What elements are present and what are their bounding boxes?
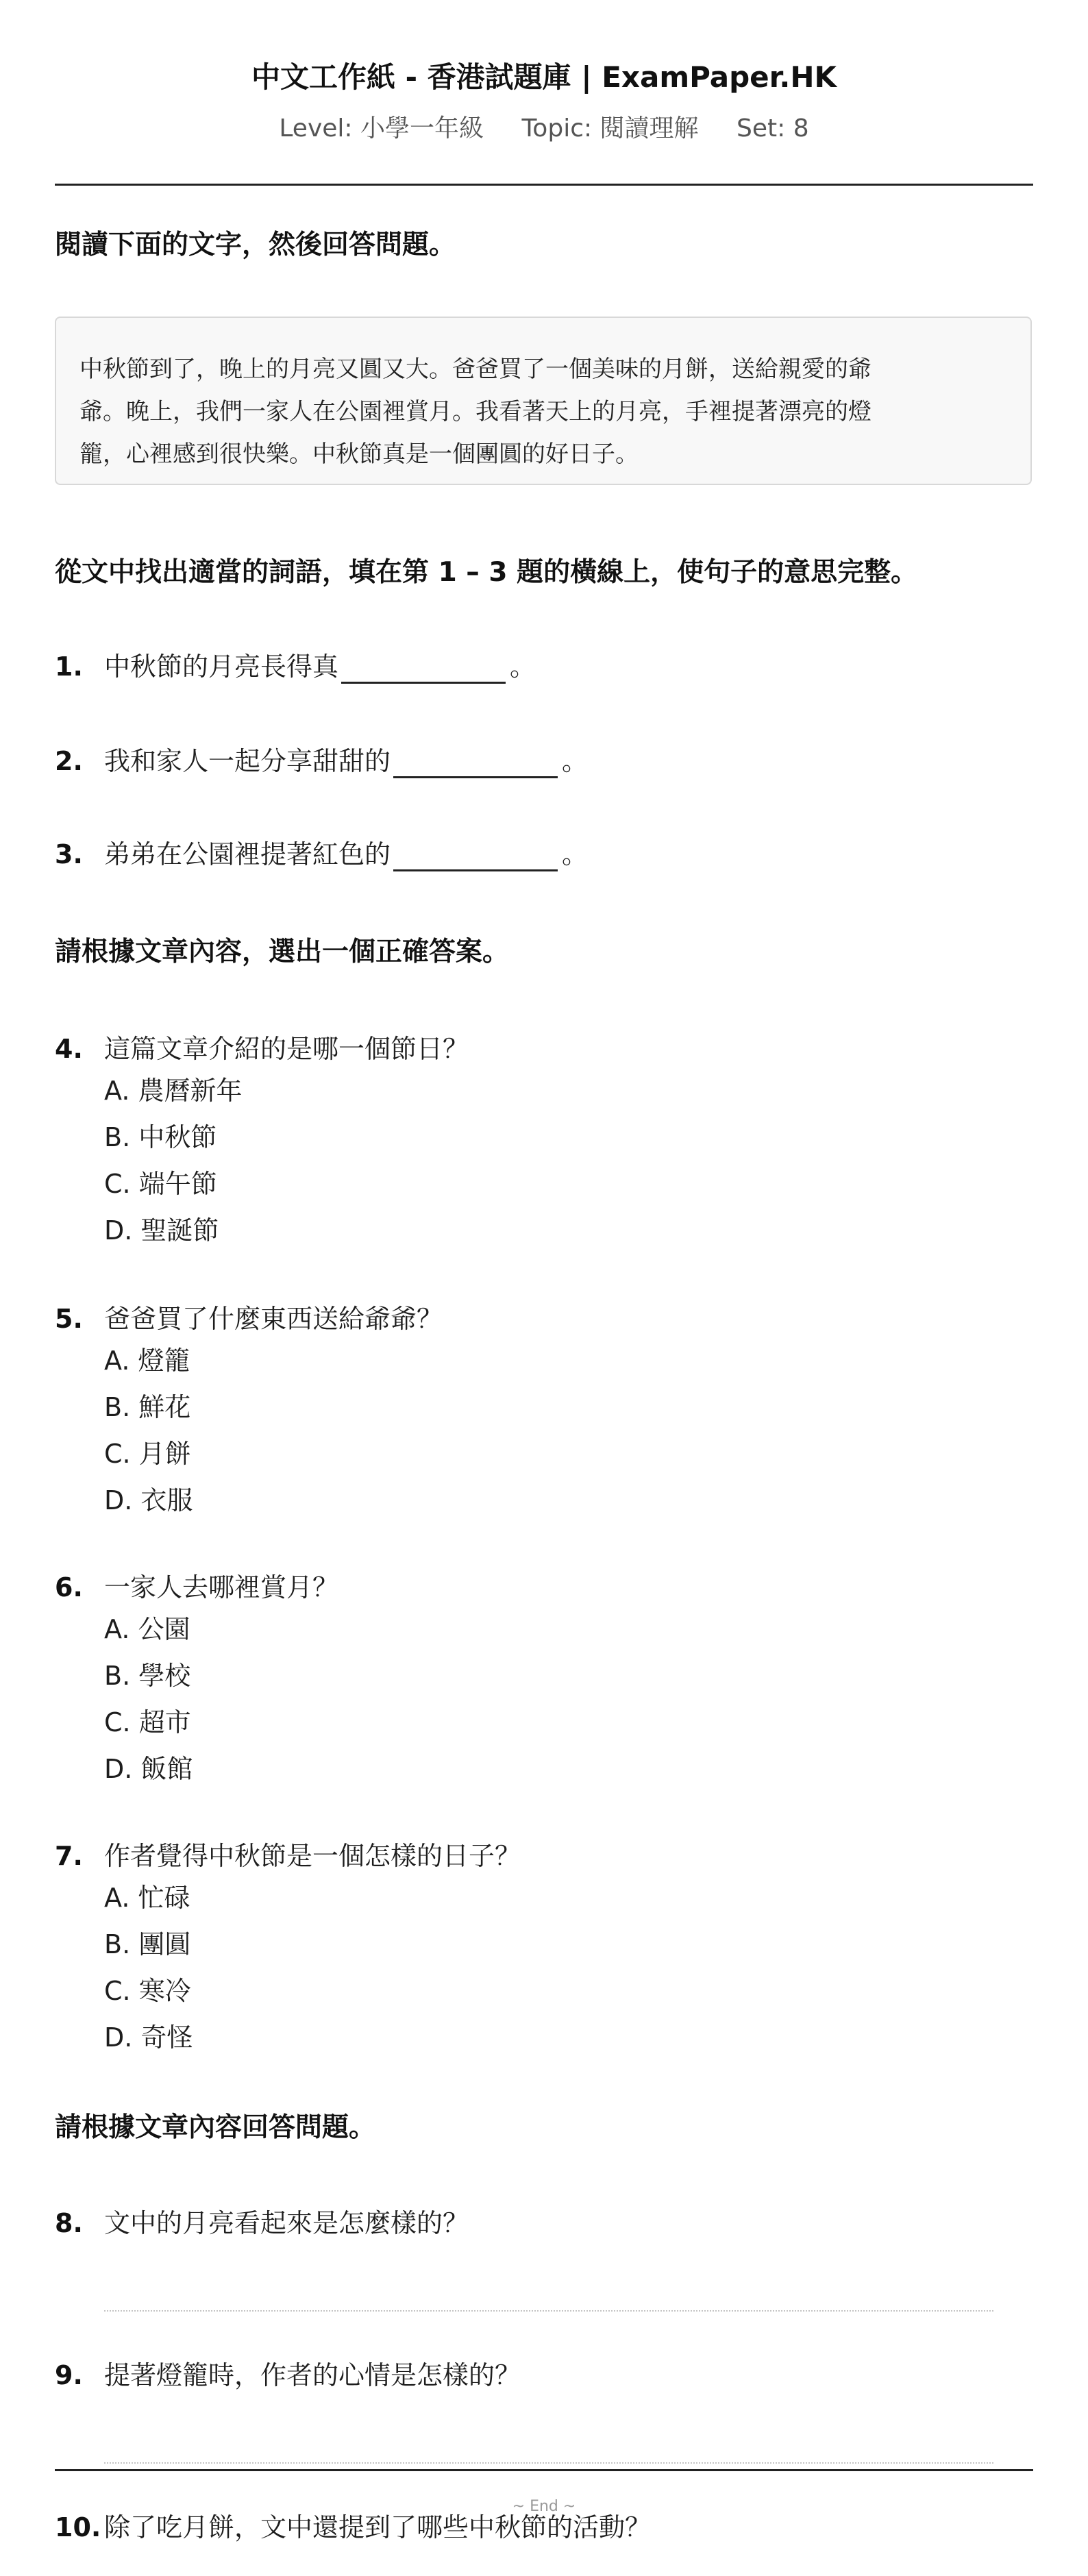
- question-text: 我和家人一起分享甜甜的: [104, 746, 391, 776]
- passage-line-3: 籠，心裡感到很快樂。中秋節真是一個團圓的好日子。: [79, 441, 639, 468]
- answer-line[interactable]: [104, 2310, 993, 2312]
- option-c[interactable]: C. 寒冷: [104, 1976, 191, 2006]
- mc-options-7: [104, 1874, 193, 2061]
- question-number: 7.: [55, 1841, 83, 1871]
- level-label: Level: 小學一年級: [279, 114, 484, 143]
- option-a[interactable]: A. 燈籠: [104, 1346, 190, 1376]
- question-end: 。: [510, 652, 536, 682]
- question-number: 10.: [55, 2512, 101, 2542]
- end-marker: ~ End ~: [512, 2498, 576, 2515]
- topic-label: Topic: 閱讀理解: [521, 114, 699, 143]
- option-c[interactable]: C. 超市: [104, 1707, 191, 1737]
- instruction-short: 請根據文章內容回答問題。: [55, 2112, 376, 2143]
- option-d[interactable]: D. 衣服: [104, 1485, 193, 1515]
- option-a[interactable]: A. 忙碌: [104, 1883, 190, 1913]
- option-a[interactable]: A. 農曆新年: [104, 1076, 243, 1106]
- instruction-read: 閱讀下面的文字，然後回答問題。: [55, 230, 456, 260]
- question-number: 5.: [55, 1304, 83, 1334]
- option-d[interactable]: D. 聖誕節: [104, 1215, 219, 1246]
- mc-options-4: [104, 1067, 243, 1254]
- option-c[interactable]: C. 月餅: [104, 1439, 191, 1469]
- header-divider: [55, 184, 1033, 186]
- passage-line-2: 爺。晚上，我們一家人在公園裡賞月。我看著天上的月亮，手裡提著漂亮的燈: [79, 398, 871, 425]
- option-d[interactable]: D. 飯館: [104, 1754, 193, 1784]
- worksheet-page: [55, 0, 1033, 2576]
- question-text: 弟弟在公園裡提著紅色的: [104, 839, 391, 869]
- option-a[interactable]: A. 公園: [104, 1614, 190, 1644]
- reading-passage: [55, 317, 1032, 485]
- answer-line[interactable]: [104, 2462, 993, 2464]
- question-number: 6.: [55, 1572, 83, 1602]
- worksheet-header: [55, 60, 1033, 143]
- question-text: 除了吃月餅，文中還提到了哪些中秋節的活動？: [104, 2512, 652, 2542]
- question-number: 3.: [55, 839, 83, 869]
- question-end: 。: [562, 839, 589, 869]
- footer-divider: [55, 2469, 1033, 2471]
- answer-blank[interactable]: [393, 838, 558, 871]
- question-text: 一家人去哪裡賞月？: [104, 1572, 339, 1602]
- option-b[interactable]: B. 鮮花: [104, 1392, 191, 1422]
- question-number: 8.: [55, 2208, 83, 2238]
- question-number: 2.: [55, 746, 83, 776]
- instruction-mc: 請根據文章內容，選出一個正確答案。: [55, 937, 510, 967]
- mc-options-6: [104, 1606, 193, 1792]
- question-end: 。: [562, 746, 589, 776]
- answer-blank[interactable]: [393, 745, 558, 778]
- passage-line-1: 中秋節到了，晚上的月亮又圓又大。爸爸買了一個美味的月餅，送給親愛的爺: [79, 356, 871, 383]
- set-label: Set: 8: [737, 114, 809, 143]
- question-text: 這篇文章介紹的是哪一個節日？: [104, 1034, 469, 1064]
- answer-blank[interactable]: [341, 650, 506, 684]
- option-b[interactable]: B. 團圓: [104, 1929, 191, 1959]
- option-b[interactable]: B. 中秋節: [104, 1122, 217, 1152]
- question-number: 1.: [55, 652, 83, 682]
- question-number: 9.: [55, 2360, 83, 2390]
- option-d[interactable]: D. 奇怪: [104, 2022, 193, 2053]
- worksheet-title: 中文工作紙 - 香港試題庫 | ExamPaper.HK: [251, 60, 837, 94]
- question-text: 提著燈籠時，作者的心情是怎樣的？: [104, 2360, 521, 2390]
- question-text: 爸爸買了什麼東西送給爺爺？: [104, 1304, 443, 1334]
- question-number: 4.: [55, 1034, 83, 1064]
- option-b[interactable]: B. 學校: [104, 1661, 191, 1691]
- worksheet-meta: [55, 116, 1033, 141]
- question-text: 文中的月亮看起來是怎麼樣的？: [104, 2208, 469, 2238]
- instruction-fill: 從文中找出適當的詞語，填在第 1 – 3 題的橫線上，使句子的意思完整。: [55, 557, 918, 588]
- mc-options-5: [104, 1337, 193, 1524]
- option-c[interactable]: C. 端午節: [104, 1169, 217, 1199]
- question-text: 中秋節的月亮長得真: [104, 652, 339, 682]
- question-text: 作者覺得中秋節是一個怎樣的日子？: [104, 1841, 521, 1871]
